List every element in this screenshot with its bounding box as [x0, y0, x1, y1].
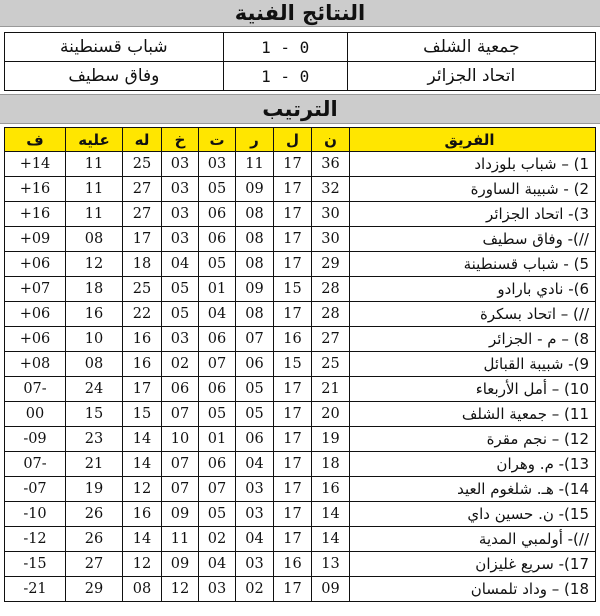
cell-won: 08	[236, 202, 274, 227]
cell-diff: 07-	[5, 377, 66, 402]
cell-drawn: 06	[199, 227, 236, 252]
standings-row	[5, 202, 596, 227]
match-row	[5, 33, 596, 62]
cell-ga: 11	[66, 177, 123, 202]
cell-team: //)- وفاق سطيف	[350, 227, 596, 252]
cell-gf: 18	[123, 252, 162, 277]
cell-ga: 26	[66, 527, 123, 552]
cell-ga: 08	[66, 227, 123, 252]
cell-won: 08	[236, 227, 274, 252]
match-score: 1 - 0	[223, 33, 347, 62]
standings-row	[5, 527, 596, 552]
cell-drawn: 07	[199, 352, 236, 377]
header-gf: له	[123, 128, 162, 152]
cell-played: 17	[274, 377, 312, 402]
cell-drawn: 04	[199, 552, 236, 577]
standings-row	[5, 452, 596, 477]
cell-won: 05	[236, 377, 274, 402]
cell-pts: 30	[312, 202, 350, 227]
standings-row	[5, 552, 596, 577]
cell-drawn: 03	[199, 577, 236, 602]
cell-lost: 04	[162, 252, 199, 277]
cell-ga: 15	[66, 402, 123, 427]
cell-pts: 21	[312, 377, 350, 402]
cell-team: 15)- ن. حسين داي	[350, 502, 596, 527]
standings-title: الترتيب	[0, 94, 600, 124]
cell-won: 08	[236, 302, 274, 327]
cell-won: 02	[236, 577, 274, 602]
cell-played: 17	[274, 302, 312, 327]
cell-won: 07	[236, 327, 274, 352]
cell-pts: 09	[312, 577, 350, 602]
cell-gf: 25	[123, 277, 162, 302]
cell-pts: 13	[312, 552, 350, 577]
cell-pts: 14	[312, 527, 350, 552]
cell-lost: 02	[162, 352, 199, 377]
cell-ga: 10	[66, 327, 123, 352]
standings-row	[5, 427, 596, 452]
cell-pts: 28	[312, 302, 350, 327]
cell-team: 9)- شبيبة القبائل	[350, 352, 596, 377]
cell-drawn: 02	[199, 527, 236, 552]
cell-team: 14)- هـ. شلغوم العيد	[350, 477, 596, 502]
cell-diff: +06	[5, 302, 66, 327]
cell-team: 13)- م. وهران	[350, 452, 596, 477]
cell-pts: 20	[312, 402, 350, 427]
cell-ga: 16	[66, 302, 123, 327]
cell-drawn: 06	[199, 377, 236, 402]
cell-team: 11) – جمعية الشلف	[350, 402, 596, 427]
cell-pts: 27	[312, 327, 350, 352]
cell-lost: 09	[162, 502, 199, 527]
header-pts: ن	[312, 128, 350, 152]
cell-gf: 17	[123, 377, 162, 402]
cell-lost: 07	[162, 452, 199, 477]
cell-ga: 11	[66, 202, 123, 227]
cell-drawn: 05	[199, 252, 236, 277]
cell-drawn: 04	[199, 302, 236, 327]
cell-won: 11	[236, 152, 274, 177]
away-team: شباب قسنطينة	[5, 33, 224, 62]
cell-pts: 18	[312, 452, 350, 477]
cell-pts: 19	[312, 427, 350, 452]
cell-lost: 06	[162, 377, 199, 402]
cell-diff: 00	[5, 402, 66, 427]
cell-gf: 08	[123, 577, 162, 602]
header-won: ر	[236, 128, 274, 152]
standings-row	[5, 502, 596, 527]
cell-pts: 16	[312, 477, 350, 502]
cell-drawn: 06	[199, 327, 236, 352]
cell-team: 17)- سريع غليزان	[350, 552, 596, 577]
cell-drawn: 05	[199, 177, 236, 202]
standings-row	[5, 377, 596, 402]
standings-row	[5, 177, 596, 202]
cell-diff: +09	[5, 227, 66, 252]
cell-played: 17	[274, 177, 312, 202]
cell-gf: 14	[123, 527, 162, 552]
standings-row	[5, 152, 596, 177]
cell-pts: 28	[312, 277, 350, 302]
standings-row	[5, 227, 596, 252]
cell-ga: 21	[66, 452, 123, 477]
cell-diff: -09	[5, 427, 66, 452]
cell-drawn: 06	[199, 202, 236, 227]
cell-diff: +16	[5, 177, 66, 202]
cell-played: 17	[274, 577, 312, 602]
cell-drawn: 01	[199, 427, 236, 452]
cell-team: 18) – وداد تلمسان	[350, 577, 596, 602]
cell-ga: 29	[66, 577, 123, 602]
cell-played: 17	[274, 427, 312, 452]
cell-team: 8) – م - الجزائر	[350, 327, 596, 352]
cell-diff: -07	[5, 477, 66, 502]
cell-diff: -10	[5, 502, 66, 527]
cell-pts: 36	[312, 152, 350, 177]
cell-played: 17	[274, 402, 312, 427]
cell-lost: 11	[162, 527, 199, 552]
cell-ga: 11	[66, 152, 123, 177]
cell-team: 5) - شباب قسنطينة	[350, 252, 596, 277]
cell-diff: +06	[5, 327, 66, 352]
standings-row	[5, 477, 596, 502]
match-score: 1 - 0	[223, 62, 347, 91]
cell-diff: 07-	[5, 452, 66, 477]
cell-diff: +16	[5, 202, 66, 227]
cell-diff: +07	[5, 277, 66, 302]
cell-team: //)- أولمبي المدية	[350, 527, 596, 552]
cell-won: 06	[236, 352, 274, 377]
cell-drawn: 03	[199, 152, 236, 177]
cell-played: 15	[274, 277, 312, 302]
cell-gf: 14	[123, 452, 162, 477]
cell-team: 12) – نجم مقرة	[350, 427, 596, 452]
cell-diff: +14	[5, 152, 66, 177]
cell-played: 17	[274, 527, 312, 552]
cell-lost: 03	[162, 327, 199, 352]
standings-row	[5, 402, 596, 427]
cell-ga: 18	[66, 277, 123, 302]
cell-won: 03	[236, 552, 274, 577]
cell-ga: 12	[66, 252, 123, 277]
standings-table	[4, 127, 596, 602]
header-lost: خ	[162, 128, 199, 152]
cell-pts: 30	[312, 227, 350, 252]
standings-row	[5, 352, 596, 377]
cell-drawn: 06	[199, 452, 236, 477]
cell-played: 17	[274, 452, 312, 477]
cell-diff: -15	[5, 552, 66, 577]
header-ga: عليه	[66, 128, 123, 152]
cell-gf: 12	[123, 552, 162, 577]
cell-gf: 14	[123, 427, 162, 452]
cell-team: 6)- نادي بارادو	[350, 277, 596, 302]
cell-lost: 03	[162, 152, 199, 177]
cell-ga: 26	[66, 502, 123, 527]
cell-ga: 23	[66, 427, 123, 452]
cell-gf: 16	[123, 502, 162, 527]
standings-header-row	[5, 128, 596, 152]
home-team: جمعية الشلف	[347, 33, 595, 62]
standings-row	[5, 302, 596, 327]
cell-lost: 05	[162, 302, 199, 327]
cell-diff: +08	[5, 352, 66, 377]
cell-gf: 27	[123, 177, 162, 202]
cell-pts: 29	[312, 252, 350, 277]
header-drawn: ت	[199, 128, 236, 152]
cell-ga: 08	[66, 352, 123, 377]
cell-won: 09	[236, 277, 274, 302]
cell-drawn: 07	[199, 477, 236, 502]
cell-won: 03	[236, 477, 274, 502]
results-table	[4, 32, 596, 91]
cell-gf: 17	[123, 227, 162, 252]
cell-gf: 12	[123, 477, 162, 502]
cell-diff: +06	[5, 252, 66, 277]
cell-lost: 03	[162, 202, 199, 227]
cell-lost: 09	[162, 552, 199, 577]
cell-won: 06	[236, 427, 274, 452]
cell-gf: 16	[123, 352, 162, 377]
cell-played: 17	[274, 252, 312, 277]
cell-gf: 15	[123, 402, 162, 427]
cell-diff: -21	[5, 577, 66, 602]
cell-pts: 14	[312, 502, 350, 527]
cell-drawn: 01	[199, 277, 236, 302]
cell-gf: 16	[123, 327, 162, 352]
cell-played: 16	[274, 327, 312, 352]
cell-lost: 03	[162, 227, 199, 252]
cell-drawn: 05	[199, 502, 236, 527]
cell-played: 17	[274, 202, 312, 227]
cell-won: 05	[236, 402, 274, 427]
cell-pts: 32	[312, 177, 350, 202]
cell-won: 08	[236, 252, 274, 277]
cell-won: 09	[236, 177, 274, 202]
cell-ga: 27	[66, 552, 123, 577]
cell-team: 3)- اتحاد الجزائر	[350, 202, 596, 227]
standings-row	[5, 577, 596, 602]
standings-row	[5, 252, 596, 277]
standings-body	[5, 152, 596, 602]
home-team: اتحاد الجزائر	[347, 62, 595, 91]
cell-played: 17	[274, 227, 312, 252]
header-team: الفريق	[350, 128, 596, 152]
cell-lost: 07	[162, 477, 199, 502]
results-title: النتائج الفنية	[0, 0, 600, 27]
cell-lost: 10	[162, 427, 199, 452]
cell-pts: 25	[312, 352, 350, 377]
cell-won: 03	[236, 502, 274, 527]
cell-lost: 12	[162, 577, 199, 602]
cell-won: 04	[236, 527, 274, 552]
header-diff: ف	[5, 128, 66, 152]
cell-team: 1) – شباب بلوزداد	[350, 152, 596, 177]
header-played: ل	[274, 128, 312, 152]
cell-played: 17	[274, 152, 312, 177]
cell-drawn: 05	[199, 402, 236, 427]
cell-played: 16	[274, 552, 312, 577]
standings-row	[5, 277, 596, 302]
cell-won: 04	[236, 452, 274, 477]
cell-team: 2) - شبيبة الساورة	[350, 177, 596, 202]
cell-played: 15	[274, 352, 312, 377]
cell-ga: 24	[66, 377, 123, 402]
cell-team: 10) – أمل الأربعاء	[350, 377, 596, 402]
standings-row	[5, 327, 596, 352]
match-row	[5, 62, 596, 91]
cell-lost: 03	[162, 177, 199, 202]
cell-lost: 05	[162, 277, 199, 302]
cell-gf: 25	[123, 152, 162, 177]
cell-played: 17	[274, 502, 312, 527]
cell-ga: 19	[66, 477, 123, 502]
cell-gf: 27	[123, 202, 162, 227]
cell-diff: -12	[5, 527, 66, 552]
cell-lost: 07	[162, 402, 199, 427]
away-team: وفاق سطيف	[5, 62, 224, 91]
cell-team: //) – اتحاد بسكرة	[350, 302, 596, 327]
cell-played: 17	[274, 477, 312, 502]
cell-gf: 22	[123, 302, 162, 327]
